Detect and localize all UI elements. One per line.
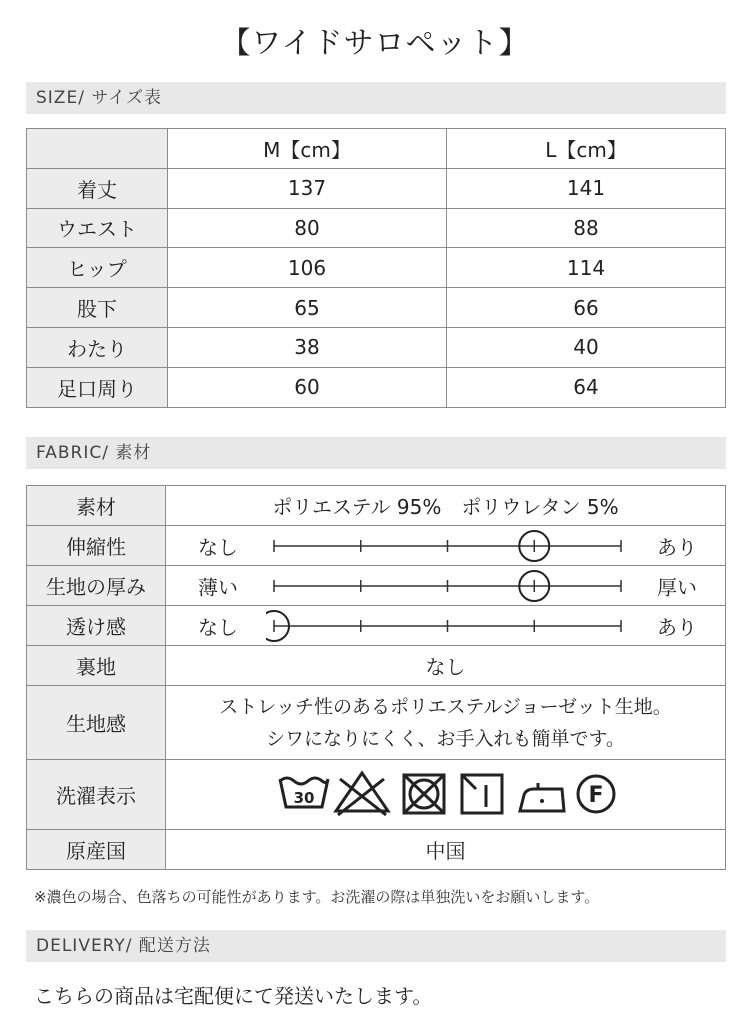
material-label: 素材	[27, 486, 166, 526]
table-row	[27, 830, 726, 870]
size-l-value: 40	[447, 327, 726, 367]
texture-value	[166, 686, 726, 760]
size-m-value: 137	[168, 168, 447, 208]
stretch-scale	[166, 526, 726, 566]
scale-left-label: 薄い	[198, 575, 238, 599]
size-col-m: M【cm】	[168, 129, 447, 169]
table-row	[27, 686, 726, 760]
size-table	[26, 128, 726, 408]
size-col-l: L【cm】	[447, 129, 726, 169]
delivery-text: こちらの商品は宅配便にて発送いたします。	[34, 984, 433, 1008]
care-note: ※濃色の場合、色落ちの可能性があります。お洗濯の際は単独洗いをお願いします。	[34, 888, 600, 906]
scale-track	[266, 526, 646, 566]
care-label: 洗濯表示	[27, 760, 166, 830]
size-l-value: 114	[447, 248, 726, 288]
dry-clean-f-icon	[578, 776, 614, 812]
care-icon-row	[276, 767, 616, 823]
page-title: 【ワイドサロペット】	[220, 26, 530, 61]
size-l-value: 66	[447, 288, 726, 328]
sheerness-scale	[166, 606, 726, 646]
size-l-value: 141	[447, 168, 726, 208]
lining-label: 裏地	[27, 646, 166, 686]
scale-right-label: 厚い	[657, 575, 697, 599]
size-l-value: 64	[447, 367, 726, 407]
size-header-row	[27, 129, 726, 169]
scale-track	[266, 606, 646, 646]
no-tumble-dry-icon	[404, 775, 444, 813]
table-row	[27, 208, 726, 248]
texture-label: 生地感	[27, 686, 166, 760]
size-m-value: 106	[168, 248, 447, 288]
wash-temp-label: 30	[293, 788, 314, 807]
material-value: ポリエステル 95% ポリウレタン 5%	[166, 486, 726, 526]
sheerness-label: 透け感	[27, 606, 166, 646]
size-row-label: ヒップ	[27, 248, 168, 288]
no-bleach-icon	[336, 773, 388, 815]
origin-value: 中国	[166, 830, 726, 870]
table-row	[27, 486, 726, 526]
scale-track	[266, 566, 646, 606]
stretch-label: 伸縮性	[27, 526, 166, 566]
scale-left-label: なし	[198, 615, 238, 639]
wash-30-icon	[280, 778, 328, 807]
line-dry-shade-icon	[462, 775, 502, 813]
size-m-value: 65	[168, 288, 447, 328]
iron-low-icon	[520, 783, 564, 811]
lining-value: なし	[166, 646, 726, 686]
size-row-label: わたり	[27, 327, 168, 367]
table-row	[27, 566, 726, 606]
size-section-header: SIZE/ サイズ表	[26, 82, 726, 114]
table-row	[27, 288, 726, 328]
size-corner-cell	[27, 129, 168, 169]
fabric-table	[26, 485, 726, 870]
table-row	[27, 168, 726, 208]
size-m-value: 80	[168, 208, 447, 248]
scale-right-label: あり	[657, 615, 697, 639]
texture-line: ストレッチ性のあるポリエステルジョーゼット生地。	[219, 695, 672, 718]
table-row	[27, 760, 726, 830]
table-row	[27, 248, 726, 288]
delivery-section-header: DELIVERY/ 配送方法	[26, 930, 726, 962]
table-row	[27, 327, 726, 367]
fabric-section-header: FABRIC/ 素材	[26, 437, 726, 469]
table-row	[27, 606, 726, 646]
dry-clean-letter: F	[587, 782, 604, 808]
scale-right-label: あり	[657, 535, 697, 559]
scale-left-label: なし	[198, 535, 238, 559]
size-row-label: 着丈	[27, 168, 168, 208]
table-row	[27, 526, 726, 566]
size-row-label: 股下	[27, 288, 168, 328]
origin-label: 原産国	[27, 830, 166, 870]
table-row	[27, 367, 726, 407]
table-row	[27, 646, 726, 686]
size-m-value: 38	[168, 327, 447, 367]
size-row-label: 足口周り	[27, 367, 168, 407]
texture-line: シワになりにくく、お手入れも簡単です。	[265, 727, 626, 750]
thickness-scale	[166, 566, 726, 606]
size-m-value: 60	[168, 367, 447, 407]
size-l-value: 88	[447, 208, 726, 248]
care-icons	[166, 760, 726, 830]
thickness-label: 生地の厚み	[27, 566, 166, 606]
size-row-label: ウエスト	[27, 208, 168, 248]
